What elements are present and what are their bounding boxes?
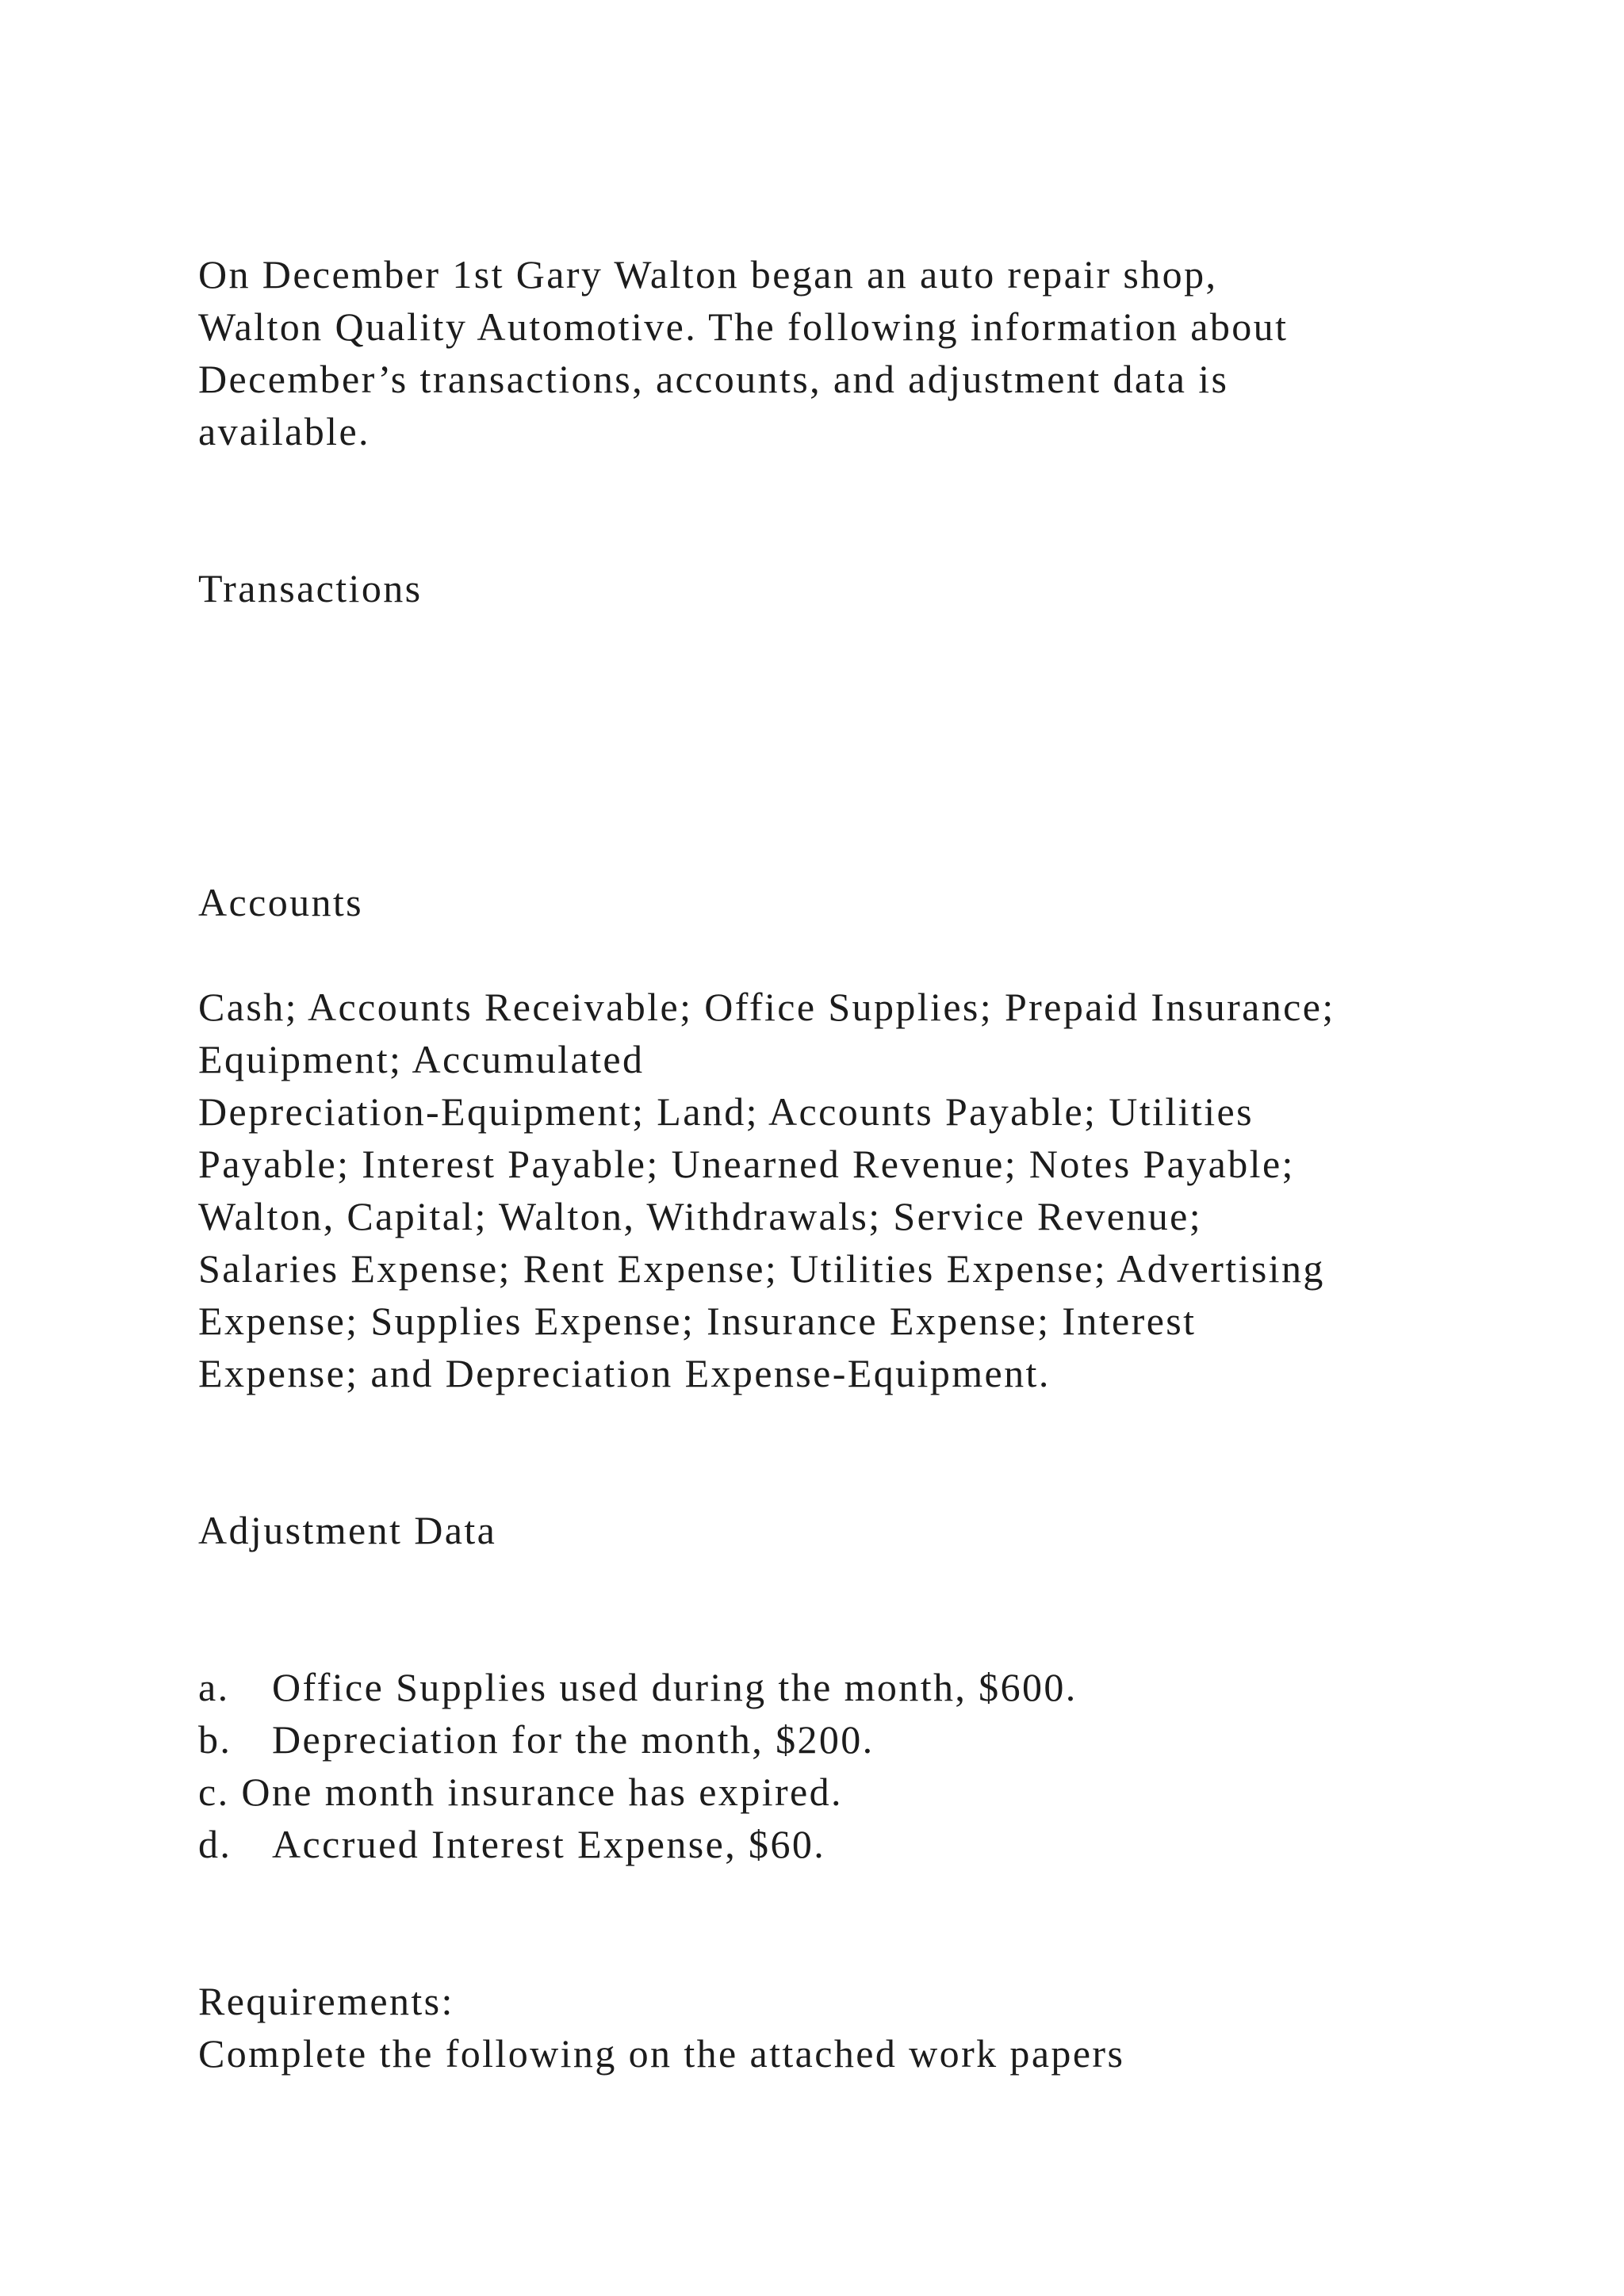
adjustment-text: Depreciation for the month, $200. (272, 1717, 875, 1762)
accounts-line: Expense; Supplies Expense; Insurance Expense; Interest (198, 1299, 1197, 1343)
adjustment-marker: a. (198, 1665, 230, 1709)
accounts-line: Cash; Accounts Receivable; Office Supplies; Prepaid Insurance; (198, 985, 1335, 1029)
adjustment-marker: d. (198, 1822, 232, 1866)
accounts-line: Expense; and Depreciation Expense-Equipment. (198, 1351, 1051, 1395)
adjustment-item (198, 1818, 825, 1870)
adjustment-marker: b. (198, 1717, 232, 1762)
transactions-heading: Transactions (198, 566, 423, 610)
intro-line: available. (198, 409, 370, 453)
adjustment-item (198, 1766, 843, 1818)
adjustment-text: Office Supplies used during the month, $600. (272, 1665, 1078, 1709)
intro-line: Walton Quality Automotive. The following information about (198, 304, 1289, 349)
accounts-line: Equipment; Accumulated (198, 1037, 645, 1081)
requirements-heading: Requirements: (198, 1979, 454, 2023)
adjustment-heading: Adjustment Data (198, 1508, 497, 1552)
intro-line: On December 1st Gary Walton began an auto repair shop, (198, 252, 1218, 297)
accounts-line: Payable; Interest Payable; Unearned Revenue; Notes Payable; (198, 1142, 1295, 1186)
accounts-line: Salaries Expense; Rent Expense; Utilities Expense; Advertising (198, 1246, 1325, 1291)
accounts-heading: Accounts (198, 880, 364, 924)
intro-line: December’s transactions, accounts, and adjustment data is (198, 357, 1229, 401)
adjustment-text: Accrued Interest Expense, $60. (272, 1822, 826, 1866)
adjustment-item (198, 1713, 875, 1766)
adjustment-item (198, 1661, 1078, 1713)
accounts-line: Depreciation-Equipment; Land; Accounts Payable; Utilities (198, 1089, 1254, 1134)
requirements-text: Complete the following on the attached work papers (198, 2031, 1125, 2076)
accounts-line: Walton, Capital; Walton, Withdrawals; Service Revenue; (198, 1194, 1203, 1238)
adjustment-text: c. One month insurance has expired. (198, 1770, 843, 1814)
